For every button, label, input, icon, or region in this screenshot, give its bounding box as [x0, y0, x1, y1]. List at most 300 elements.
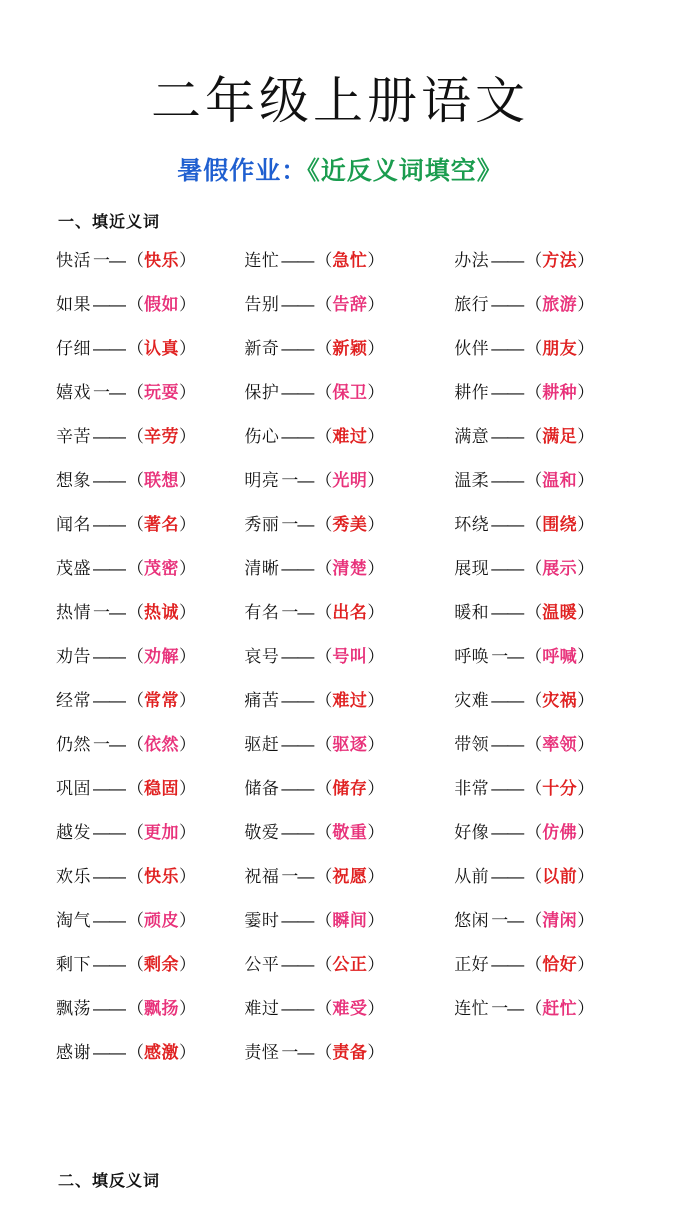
word-pair-cell	[236, 412, 444, 456]
paren-close: ）	[577, 558, 595, 578]
answer-word: 旅游	[542, 294, 578, 314]
word-pair-cell	[236, 808, 444, 852]
word-pair-cell	[444, 940, 652, 984]
answer-word: 仿佛	[542, 822, 578, 842]
answer-word: 灾祸	[542, 690, 578, 710]
dash-connector: ——	[281, 426, 314, 446]
answer-word: 温暖	[542, 602, 578, 622]
prompt-word: 想象	[56, 470, 91, 490]
word-pair-cell	[444, 236, 652, 280]
word-pair-cell	[28, 764, 236, 808]
answer-word: 快乐	[144, 866, 179, 886]
paren-close: ）	[367, 1042, 385, 1062]
paren-open: （	[127, 1042, 144, 1062]
dash-connector: ——	[281, 778, 314, 798]
paren-close: ）	[367, 866, 385, 886]
word-pair-cell	[28, 588, 236, 632]
dash-connector: ——	[281, 294, 314, 314]
answer-word: 驱逐	[332, 734, 368, 754]
paren-close: ）	[577, 470, 595, 490]
dash-connector: ——	[491, 822, 524, 842]
paren-close: ）	[577, 998, 595, 1018]
prompt-word: 灾难	[454, 690, 490, 710]
dash-connector: ——	[93, 954, 125, 974]
prompt-word: 非常	[454, 778, 490, 798]
dash-connector: ——	[491, 734, 524, 754]
dash-connector: ——	[281, 690, 314, 710]
dash-connector: 一—	[93, 734, 125, 754]
dash-connector: 一—	[281, 470, 314, 490]
prompt-word: 明亮	[244, 470, 280, 490]
word-pair-cell	[28, 412, 236, 456]
prompt-word: 储备	[244, 778, 280, 798]
paren-open: （	[127, 250, 144, 270]
dash-connector: ——	[491, 778, 524, 798]
paren-close: ）	[179, 778, 196, 798]
dash-connector: ——	[281, 646, 314, 666]
word-pair-cell	[28, 236, 236, 280]
table-row	[28, 852, 652, 896]
dash-connector: 一—	[491, 646, 524, 666]
prompt-word: 哀号	[244, 646, 280, 666]
dash-connector: ——	[491, 602, 524, 622]
prompt-word: 难过	[244, 998, 280, 1018]
prompt-word: 经常	[56, 690, 91, 710]
dash-connector: 一—	[281, 866, 314, 886]
paren-open: （	[525, 866, 543, 886]
prompt-word: 呼唤	[454, 646, 490, 666]
prompt-word: 连忙	[454, 998, 490, 1018]
answer-word: 秀美	[332, 514, 368, 534]
answer-word: 劝解	[144, 646, 179, 666]
paren-open: （	[525, 822, 543, 842]
table-row	[28, 720, 652, 764]
paren-close: ）	[179, 426, 196, 446]
paren-open: （	[315, 734, 333, 754]
word-pair-cell	[236, 324, 444, 368]
answer-word: 认真	[144, 338, 179, 358]
word-pair-cell	[28, 1028, 236, 1072]
paren-close: ）	[577, 294, 595, 314]
paren-open: （	[525, 470, 543, 490]
dash-connector: ——	[93, 998, 125, 1018]
paren-close: ）	[367, 910, 385, 930]
paren-open: （	[525, 294, 543, 314]
paren-close: ）	[179, 998, 196, 1018]
dash-connector: ——	[491, 382, 524, 402]
subtitle-topic: 《近反义词填空》	[307, 157, 503, 185]
paren-open: （	[315, 426, 333, 446]
paren-close: ）	[179, 1042, 196, 1062]
paren-close: ）	[367, 250, 385, 270]
word-pair-cell	[28, 896, 236, 940]
prompt-word: 嬉戏	[56, 382, 91, 402]
dash-connector: ——	[93, 514, 125, 534]
prompt-word: 越发	[56, 822, 91, 842]
paren-close: ）	[179, 646, 196, 666]
word-pair-cell	[236, 764, 444, 808]
table-row	[28, 808, 652, 852]
prompt-word: 暖和	[454, 602, 490, 622]
table-row	[28, 984, 652, 1028]
prompt-word: 如果	[56, 294, 91, 314]
prompt-word: 展现	[454, 558, 490, 578]
paren-close: ）	[367, 294, 385, 314]
answer-word: 清闲	[542, 910, 578, 930]
section-heading-antonyms: 二、填反义词	[58, 1173, 161, 1190]
word-pair-cell	[236, 456, 444, 500]
word-pair-cell	[28, 280, 236, 324]
word-pair-cell	[28, 324, 236, 368]
paren-close: ）	[179, 954, 196, 974]
paren-open: （	[315, 778, 333, 798]
dash-connector: ——	[491, 558, 524, 578]
paren-close: ）	[179, 866, 196, 886]
paren-open: （	[127, 602, 144, 622]
dash-connector: ——	[93, 1042, 125, 1062]
paren-close: ）	[367, 690, 385, 710]
dash-connector: ——	[93, 690, 125, 710]
paren-open: （	[525, 910, 543, 930]
answer-word: 快乐	[144, 250, 179, 270]
prompt-word: 责怪	[244, 1042, 280, 1062]
paren-open: （	[127, 954, 144, 974]
paren-open: （	[127, 734, 144, 754]
paren-close: ）	[179, 690, 196, 710]
dash-connector: ——	[491, 426, 524, 446]
prompt-word: 辛苦	[56, 426, 91, 446]
answer-word: 顽皮	[144, 910, 179, 930]
table-row	[28, 280, 652, 324]
table-row	[28, 500, 652, 544]
dash-connector: ——	[93, 822, 125, 842]
word-pair-cell	[444, 500, 652, 544]
answer-word: 围绕	[542, 514, 578, 534]
subtitle	[28, 151, 652, 187]
answer-word: 清楚	[332, 558, 368, 578]
dash-connector: ——	[93, 778, 125, 798]
paren-open: （	[525, 778, 543, 798]
prompt-word: 淘气	[56, 910, 91, 930]
subtitle-prefix: 暑假作业：	[177, 157, 308, 185]
paren-close: ）	[577, 646, 595, 666]
paren-open: （	[525, 954, 543, 974]
dash-connector: ——	[281, 998, 314, 1018]
table-row	[28, 456, 652, 500]
answer-word: 呼喊	[542, 646, 578, 666]
prompt-word: 欢乐	[56, 866, 91, 886]
answer-word: 瞬间	[332, 910, 368, 930]
dash-connector: ——	[281, 954, 314, 974]
paren-open: （	[315, 382, 333, 402]
prompt-word: 霎时	[244, 910, 280, 930]
answer-word: 急忙	[332, 250, 368, 270]
answer-word: 满足	[542, 426, 578, 446]
paren-close: ）	[367, 646, 385, 666]
dash-connector: 一—	[281, 602, 314, 622]
paren-close: ）	[367, 602, 385, 622]
paren-open: （	[315, 866, 333, 886]
page-title: 二年级上册语文	[151, 73, 529, 129]
answer-word: 耕种	[542, 382, 578, 402]
word-pair-cell	[236, 500, 444, 544]
word-pair-cell	[236, 720, 444, 764]
answer-word: 敬重	[332, 822, 368, 842]
dash-connector: ——	[93, 558, 125, 578]
paren-open: （	[127, 470, 144, 490]
paren-close: ）	[179, 338, 196, 358]
dash-connector: ——	[281, 910, 314, 930]
word-pair-cell	[236, 1028, 444, 1072]
answer-word: 依然	[144, 734, 179, 754]
prompt-word: 保护	[244, 382, 280, 402]
paren-close: ）	[179, 910, 196, 930]
table-row	[28, 324, 652, 368]
answer-word: 联想	[144, 470, 179, 490]
paren-open: （	[525, 734, 543, 754]
answer-word: 赶忙	[542, 998, 578, 1018]
word-pair-cell	[444, 412, 652, 456]
prompt-word: 伙伴	[454, 338, 490, 358]
paren-open: （	[315, 954, 333, 974]
paren-open: （	[525, 426, 543, 446]
prompt-word: 热情	[56, 602, 91, 622]
answer-word: 公正	[332, 954, 368, 974]
word-pair-cell	[28, 808, 236, 852]
word-pair-cell	[236, 368, 444, 412]
word-pair-cell	[28, 852, 236, 896]
answer-word: 保卫	[332, 382, 368, 402]
word-pair-cell	[444, 896, 652, 940]
word-pair-cell	[236, 236, 444, 280]
word-pair-cell	[444, 852, 652, 896]
answer-word: 以前	[542, 866, 578, 886]
prompt-word: 公平	[244, 954, 280, 974]
paren-close: ）	[367, 558, 385, 578]
section-heading-synonyms: 一、填近义词	[58, 214, 161, 231]
word-pair-cell	[236, 896, 444, 940]
prompt-word: 感谢	[56, 1042, 91, 1062]
table-row	[28, 412, 652, 456]
prompt-word: 满意	[454, 426, 490, 446]
dash-connector: ——	[491, 866, 524, 886]
prompt-word: 祝福	[244, 866, 280, 886]
paren-open: （	[127, 998, 144, 1018]
prompt-word: 带领	[454, 734, 490, 754]
dash-connector: ——	[93, 646, 125, 666]
dash-connector: ——	[491, 294, 524, 314]
word-pair-cell	[28, 676, 236, 720]
paren-close: ）	[179, 470, 196, 490]
dash-connector: ——	[93, 338, 125, 358]
answer-word: 朋友	[542, 338, 578, 358]
prompt-word: 连忙	[244, 250, 280, 270]
paren-close: ）	[577, 338, 595, 358]
paren-open: （	[127, 646, 144, 666]
prompt-word: 痛苦	[244, 690, 280, 710]
paren-open: （	[127, 910, 144, 930]
word-pair-cell	[444, 808, 652, 852]
dash-connector: ——	[491, 250, 524, 270]
answer-word: 稳固	[144, 778, 179, 798]
paren-close: ）	[367, 470, 385, 490]
word-pair-cell	[236, 280, 444, 324]
dash-connector: ——	[491, 338, 524, 358]
paren-close: ）	[577, 778, 595, 798]
prompt-word: 剩下	[56, 954, 91, 974]
table-row	[28, 940, 652, 984]
prompt-word: 敬爱	[244, 822, 280, 842]
table-row	[28, 632, 652, 676]
synonym-table	[28, 236, 652, 1072]
answer-word: 辛劳	[144, 426, 179, 446]
paren-open: （	[127, 294, 144, 314]
table-row	[28, 236, 652, 280]
paren-close: ）	[577, 866, 595, 886]
word-pair-cell	[28, 720, 236, 764]
word-pair-cell	[28, 984, 236, 1028]
paren-close: ）	[179, 250, 196, 270]
paren-open: （	[315, 514, 333, 534]
prompt-word: 驱赶	[244, 734, 280, 754]
prompt-word: 新奇	[244, 338, 280, 358]
paren-open: （	[315, 250, 333, 270]
word-pair-cell	[444, 1028, 652, 1072]
word-pair-cell	[444, 456, 652, 500]
word-pair-cell	[444, 984, 652, 1028]
paren-close: ）	[577, 250, 595, 270]
paren-close: ）	[577, 690, 595, 710]
paren-open: （	[127, 690, 144, 710]
prompt-word: 清晰	[244, 558, 280, 578]
paren-open: （	[525, 646, 543, 666]
word-pair-cell	[236, 984, 444, 1028]
prompt-word: 温柔	[454, 470, 490, 490]
word-pair-cell	[236, 940, 444, 984]
answer-word: 责备	[332, 1042, 368, 1062]
answer-word: 温和	[542, 470, 578, 490]
answer-word: 新颖	[332, 338, 368, 358]
prompt-word: 茂盛	[56, 558, 91, 578]
paren-open: （	[315, 822, 333, 842]
paren-close: ）	[179, 558, 196, 578]
paren-open: （	[315, 338, 333, 358]
prompt-word: 环绕	[454, 514, 490, 534]
word-pair-cell	[444, 764, 652, 808]
paren-close: ）	[179, 514, 196, 534]
answer-word: 祝愿	[332, 866, 368, 886]
word-pair-cell	[236, 632, 444, 676]
word-pair-cell	[236, 544, 444, 588]
paren-open: （	[315, 690, 333, 710]
word-pair-cell	[236, 588, 444, 632]
word-pair-cell	[28, 632, 236, 676]
paren-close: ）	[367, 734, 385, 754]
paren-close: ）	[179, 294, 196, 314]
table-row	[28, 544, 652, 588]
paren-close: ）	[367, 998, 385, 1018]
word-pair-cell	[28, 940, 236, 984]
dash-connector: ——	[93, 910, 125, 930]
answer-word: 著名	[144, 514, 179, 534]
paren-close: ）	[577, 602, 595, 622]
word-pair-cell	[28, 456, 236, 500]
word-pair-cell	[444, 720, 652, 764]
dash-connector: ——	[281, 338, 314, 358]
paren-open: （	[315, 602, 333, 622]
answer-word: 光明	[332, 470, 368, 490]
table-row	[28, 1028, 652, 1072]
paren-close: ）	[577, 954, 595, 974]
table-row	[28, 588, 652, 632]
dash-connector: ——	[491, 954, 524, 974]
paren-close: ）	[179, 382, 196, 402]
paren-open: （	[127, 426, 144, 446]
word-pair-cell	[444, 280, 652, 324]
dash-connector: ——	[93, 426, 125, 446]
prompt-word: 仔细	[56, 338, 91, 358]
word-pair-cell	[28, 368, 236, 412]
paren-open: （	[315, 294, 333, 314]
paren-open: （	[127, 514, 144, 534]
dash-connector: ——	[281, 734, 314, 754]
paren-close: ）	[577, 514, 595, 534]
paren-open: （	[127, 558, 144, 578]
paren-close: ）	[179, 734, 196, 754]
table-row	[28, 368, 652, 412]
answer-word: 热诚	[144, 602, 179, 622]
prompt-word: 好像	[454, 822, 490, 842]
paren-open: （	[525, 338, 543, 358]
paren-open: （	[525, 382, 543, 402]
prompt-word: 巩固	[56, 778, 91, 798]
dash-connector: 一—	[491, 910, 524, 930]
dash-connector: 一—	[93, 250, 125, 270]
prompt-word: 秀丽	[244, 514, 280, 534]
paren-close: ）	[367, 338, 385, 358]
answer-word: 剩余	[144, 954, 179, 974]
paren-open: （	[315, 998, 333, 1018]
answer-word: 假如	[144, 294, 179, 314]
answer-word: 号叫	[332, 646, 368, 666]
dash-connector: ——	[491, 470, 524, 490]
paren-open: （	[315, 470, 333, 490]
word-pair-cell	[236, 852, 444, 896]
prompt-word: 劝告	[56, 646, 91, 666]
word-pair-cell	[28, 500, 236, 544]
dash-connector: ——	[491, 514, 524, 534]
answer-word: 更加	[144, 822, 179, 842]
paren-open: （	[525, 602, 543, 622]
prompt-word: 办法	[454, 250, 490, 270]
paren-close: ）	[367, 778, 385, 798]
paren-close: ）	[577, 822, 595, 842]
paren-open: （	[315, 910, 333, 930]
prompt-word: 耕作	[454, 382, 490, 402]
dash-connector: ——	[281, 822, 314, 842]
paren-open: （	[525, 514, 543, 534]
paren-open: （	[127, 822, 144, 842]
paren-open: （	[127, 866, 144, 886]
dash-connector: ——	[93, 470, 125, 490]
dash-connector: ——	[491, 690, 524, 710]
answer-word: 飘扬	[144, 998, 179, 1018]
paren-close: ）	[179, 822, 196, 842]
paren-close: ）	[367, 514, 385, 534]
answer-word: 出名	[332, 602, 368, 622]
paren-close: ）	[577, 734, 595, 754]
paren-open: （	[525, 558, 543, 578]
